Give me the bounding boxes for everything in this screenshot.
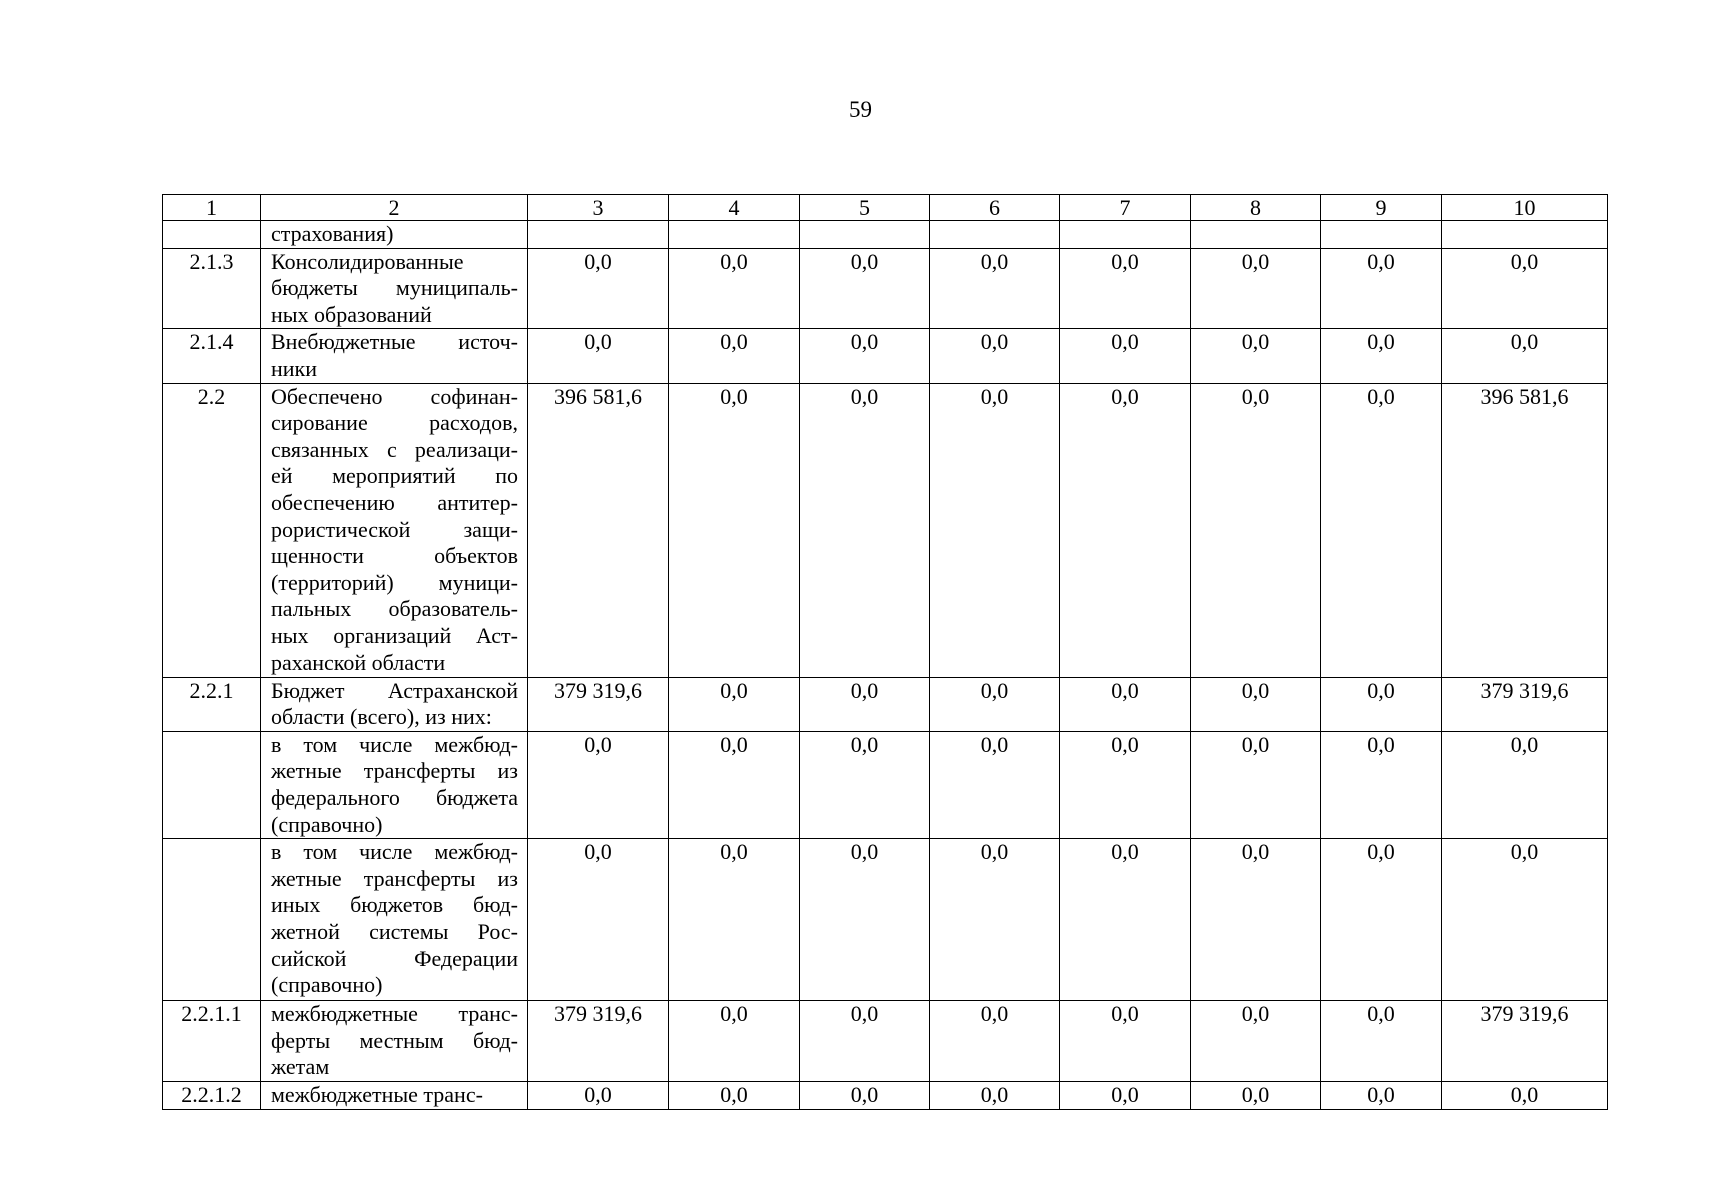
row-value-cell: 0,0 (1191, 677, 1321, 731)
row-value-cell (669, 221, 800, 249)
row-value-cell: 379 319,6 (1442, 1001, 1608, 1082)
row-value-cell: 0,0 (800, 329, 930, 383)
row-name-line: бюджеты муниципаль- (271, 275, 518, 301)
table-body (163, 195, 1608, 1110)
row-value-cell: 0,0 (1060, 329, 1191, 383)
row-value-cell (528, 221, 669, 249)
row-name-line: ей мероприятий по (271, 463, 518, 489)
row-name-line: ных образований (271, 301, 432, 327)
table-row (163, 1081, 1608, 1109)
row-value-cell (1060, 221, 1191, 249)
row-value-cell: 0,0 (1442, 248, 1608, 329)
row-code-cell (163, 839, 261, 1001)
budget-table (162, 194, 1608, 1110)
row-value-cell (800, 221, 930, 249)
row-value-cell: 0,0 (1060, 248, 1191, 329)
row-name-line: ники (271, 355, 318, 381)
row-name-line: (территорий) муници- (271, 569, 518, 595)
row-value-cell: 0,0 (1191, 383, 1321, 677)
row-name-line: рористической защи- (271, 516, 518, 542)
row-value-cell: 0,0 (1060, 677, 1191, 731)
table-row (163, 839, 1608, 1001)
row-value-cell: 379 319,6 (528, 1001, 669, 1082)
row-value-cell: 379 319,6 (528, 677, 669, 731)
row-code-cell: 2.2.1.1 (163, 1001, 261, 1082)
row-name-cell (261, 383, 528, 677)
table-row (163, 221, 1608, 249)
row-name-line: жетные трансферты из (271, 865, 518, 891)
row-value-cell: 0,0 (1060, 1001, 1191, 1082)
row-name-cell (261, 731, 528, 838)
row-name-line: межбюджетные транс- (271, 1081, 483, 1107)
row-name-cell (261, 329, 528, 383)
row-value-cell: 0,0 (1060, 383, 1191, 677)
row-value-cell: 0,0 (800, 731, 930, 838)
row-name-line: Бюджет Астраханской (271, 677, 518, 703)
row-value-cell (1191, 221, 1321, 249)
row-name-line: жетные трансферты из (271, 758, 518, 784)
header-cell: 10 (1442, 195, 1608, 221)
row-name-line: ных организаций Аст- (271, 622, 518, 648)
row-code-cell (163, 221, 261, 249)
row-code-cell: 2.1.3 (163, 248, 261, 329)
row-value-cell: 0,0 (1442, 329, 1608, 383)
row-value-cell: 396 581,6 (528, 383, 669, 677)
row-value-cell: 0,0 (1191, 248, 1321, 329)
row-value-cell: 0,0 (930, 1001, 1060, 1082)
row-value-cell: 0,0 (1321, 329, 1442, 383)
row-value-cell: 0,0 (669, 329, 800, 383)
row-name-line: пальных образователь- (271, 596, 518, 622)
header-cell: 3 (528, 195, 669, 221)
row-value-cell: 0,0 (1191, 329, 1321, 383)
row-value-cell: 0,0 (930, 731, 1060, 838)
row-value-cell: 0,0 (1321, 383, 1442, 677)
row-value-cell: 0,0 (800, 839, 930, 1001)
row-name-line: ферты местным бюд- (271, 1027, 518, 1053)
header-cell: 2 (261, 195, 528, 221)
row-name-line: федерального бюджета (271, 784, 518, 810)
row-value-cell: 0,0 (528, 731, 669, 838)
row-value-cell: 0,0 (1442, 839, 1608, 1001)
row-name-line: Обеспечено софинан- (271, 383, 518, 409)
row-value-cell: 0,0 (669, 731, 800, 838)
row-value-cell: 0,0 (1442, 731, 1608, 838)
table-row (163, 329, 1608, 383)
header-cell: 8 (1191, 195, 1321, 221)
row-name-line: страхования) (271, 221, 394, 246)
row-value-cell: 0,0 (930, 677, 1060, 731)
row-value-cell: 0,0 (1191, 1001, 1321, 1082)
row-value-cell: 0,0 (1060, 731, 1191, 838)
row-code-cell: 2.1.4 (163, 329, 261, 383)
row-code-cell: 2.2.1.2 (163, 1081, 261, 1109)
table-header-row (163, 195, 1608, 221)
row-value-cell: 0,0 (1060, 839, 1191, 1001)
row-value-cell: 0,0 (1191, 1081, 1321, 1109)
row-value-cell: 0,0 (669, 1001, 800, 1082)
header-cell: 5 (800, 195, 930, 221)
row-value-cell: 0,0 (528, 329, 669, 383)
row-value-cell: 0,0 (669, 248, 800, 329)
row-value-cell: 0,0 (528, 248, 669, 329)
row-value-cell: 0,0 (1191, 839, 1321, 1001)
header-cell: 6 (930, 195, 1060, 221)
row-value-cell: 0,0 (1321, 677, 1442, 731)
row-value-cell: 0,0 (1191, 731, 1321, 838)
row-name-line: в том числе межбюд- (271, 839, 518, 865)
row-value-cell: 0,0 (669, 1081, 800, 1109)
row-value-cell: 0,0 (800, 383, 930, 677)
row-value-cell: 0,0 (1321, 839, 1442, 1001)
table-row (163, 383, 1608, 677)
table-row (163, 248, 1608, 329)
row-value-cell: 0,0 (800, 1081, 930, 1109)
table-row (163, 731, 1608, 838)
row-value-cell: 0,0 (1321, 1001, 1442, 1082)
row-value-cell: 0,0 (800, 248, 930, 329)
row-name-line: жетной системы Рос- (271, 918, 518, 944)
table-row (163, 677, 1608, 731)
row-name-line: сийской Федерации (271, 945, 518, 971)
row-name-cell (261, 1001, 528, 1082)
row-name-cell (261, 677, 528, 731)
row-value-cell: 0,0 (930, 248, 1060, 329)
row-code-cell (163, 731, 261, 838)
row-value-cell: 0,0 (930, 383, 1060, 677)
row-name-line: Внебюджетные источ- (271, 329, 518, 355)
row-value-cell: 0,0 (930, 1081, 1060, 1109)
row-value-cell: 0,0 (669, 677, 800, 731)
row-value-cell: 0,0 (1321, 731, 1442, 838)
row-value-cell (1442, 221, 1608, 249)
row-name-cell (261, 248, 528, 329)
row-value-cell: 0,0 (1060, 1081, 1191, 1109)
table-row (163, 1001, 1608, 1082)
row-value-cell: 379 319,6 (1442, 677, 1608, 731)
row-name-line: связанных с реализаци- (271, 436, 518, 462)
page-number: 59 (849, 97, 872, 122)
row-value-cell (1321, 221, 1442, 249)
row-value-cell: 0,0 (930, 839, 1060, 1001)
row-name-line: жетам (271, 1054, 330, 1080)
row-name-line: (справочно) (271, 972, 383, 998)
row-value-cell: 0,0 (1442, 1081, 1608, 1109)
row-name-cell (261, 839, 528, 1001)
row-name-cell (261, 221, 528, 249)
row-value-cell: 0,0 (669, 839, 800, 1001)
header-cell: 4 (669, 195, 800, 221)
row-name-line: обеспечению антитер- (271, 489, 518, 515)
row-name-line: раханской области (271, 649, 446, 675)
row-value-cell: 0,0 (528, 1081, 669, 1109)
row-value-cell: 0,0 (1321, 248, 1442, 329)
row-name-line: иных бюджетов бюд- (271, 892, 518, 918)
row-value-cell: 396 581,6 (1442, 383, 1608, 677)
row-value-cell: 0,0 (528, 839, 669, 1001)
row-value-cell: 0,0 (800, 677, 930, 731)
row-name-cell (261, 1081, 528, 1109)
row-value-cell: 0,0 (669, 383, 800, 677)
row-name-line: (справочно) (271, 811, 383, 837)
row-value-cell: 0,0 (800, 1001, 930, 1082)
header-cell: 9 (1321, 195, 1442, 221)
row-code-cell: 2.2.1 (163, 677, 261, 731)
row-value-cell: 0,0 (1321, 1081, 1442, 1109)
row-value-cell: 0,0 (930, 329, 1060, 383)
row-name-line: области (всего), из них: (271, 704, 492, 730)
row-name-line: межбюджетные транс- (271, 1001, 518, 1027)
header-cell: 7 (1060, 195, 1191, 221)
row-name-line: сирование расходов, (271, 410, 518, 436)
row-name-line: Консолидированные (271, 248, 464, 274)
row-code-cell: 2.2 (163, 383, 261, 677)
row-name-line: щенности объектов (271, 543, 518, 569)
row-value-cell (930, 221, 1060, 249)
row-name-line: в том числе межбюд- (271, 731, 518, 757)
header-cell: 1 (163, 195, 261, 221)
